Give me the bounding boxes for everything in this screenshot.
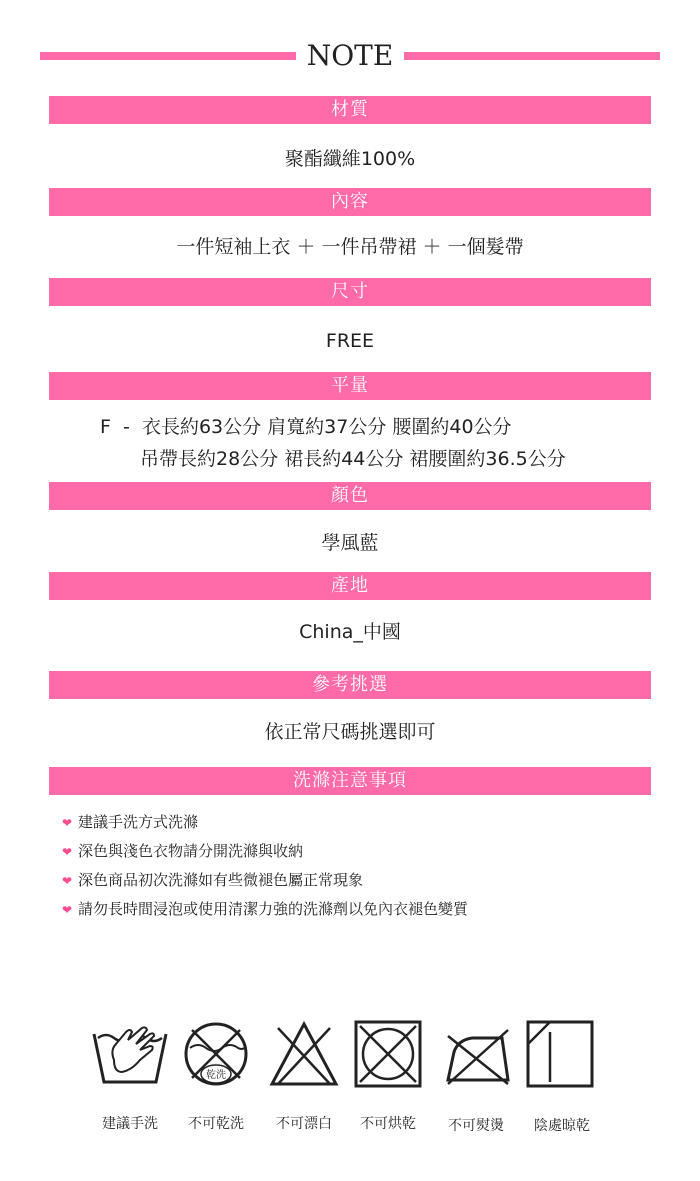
- shade-dry-icon: [526, 1020, 594, 1088]
- wash-tip-text: 深色商品初次洗滌如有些微褪色屬正常現象: [78, 871, 364, 889]
- care-label-no-dry-clean: 不可乾洗: [188, 1116, 244, 1132]
- no-tumble-dry-icon: [354, 1020, 422, 1088]
- color-value: 學風藍: [321, 532, 379, 554]
- care-label-no-tumble-dry: 不可烘乾: [360, 1116, 416, 1132]
- size-value: FREE: [325, 330, 375, 352]
- wash-tip-item: [62, 869, 363, 891]
- contents-header: 內容: [49, 188, 651, 216]
- wash-tip-text: 深色與淺色衣物請分開洗滌與收納: [78, 842, 304, 860]
- note-divider-right: [404, 52, 660, 60]
- no-iron-icon: [442, 1020, 514, 1088]
- heart-icon: ❤: [62, 874, 73, 888]
- color-header: 顏色: [49, 482, 651, 510]
- care-label-hand-wash: 建議手洗: [102, 1116, 158, 1132]
- measurements-line-1: F - 衣長約63公分 肩寬約37公分 腰圍約40公分: [100, 416, 512, 438]
- heart-icon: ❤: [62, 816, 73, 830]
- measurements-line-2: 吊帶長約28公分 裙長約44公分 裙腰圍約36.5公分: [140, 448, 566, 470]
- note-divider-left: [40, 52, 296, 60]
- note-title: NOTE: [306, 39, 394, 72]
- wash-tip-text: 請勿長時間浸泡或使用清潔力強的洗滌劑以免內衣褪色變質: [78, 900, 469, 918]
- washing-header: 洗滌注意事項: [49, 767, 651, 795]
- reference-header: 參考挑選: [49, 671, 651, 699]
- wash-tip-item: [62, 840, 303, 862]
- heart-icon: ❤: [62, 903, 73, 917]
- note-header: [40, 40, 660, 72]
- reference-value: 依正常尺碼挑選即可: [264, 721, 436, 743]
- wash-tip-item: [62, 898, 468, 920]
- care-label-shade-dry: 陰處晾乾: [534, 1118, 590, 1134]
- no-dry-clean-icon: [180, 1020, 252, 1088]
- hand-wash-icon: [92, 1020, 168, 1088]
- material-header: 材質: [49, 96, 651, 124]
- origin-header: 產地: [49, 572, 651, 600]
- care-label-no-bleach: 不可漂白: [276, 1116, 332, 1132]
- size-header: 尺寸: [49, 278, 651, 306]
- material-value: 聚酯纖維100%: [284, 148, 416, 170]
- measurements-header: 平量: [49, 372, 651, 400]
- contents-value: 一件短袖上衣 ＋ 一件吊帶裙 ＋ 一個髮帶: [176, 236, 524, 258]
- heart-icon: ❤: [62, 845, 73, 859]
- origin-value: China_中國: [299, 621, 401, 643]
- dry-clean-text: 乾洗: [206, 1070, 226, 1081]
- care-label-no-iron: 不可熨燙: [448, 1118, 504, 1134]
- no-bleach-icon: [268, 1020, 340, 1088]
- wash-tip-item: [62, 811, 198, 833]
- wash-tip-text: 建議手洗方式洗滌: [78, 813, 199, 831]
